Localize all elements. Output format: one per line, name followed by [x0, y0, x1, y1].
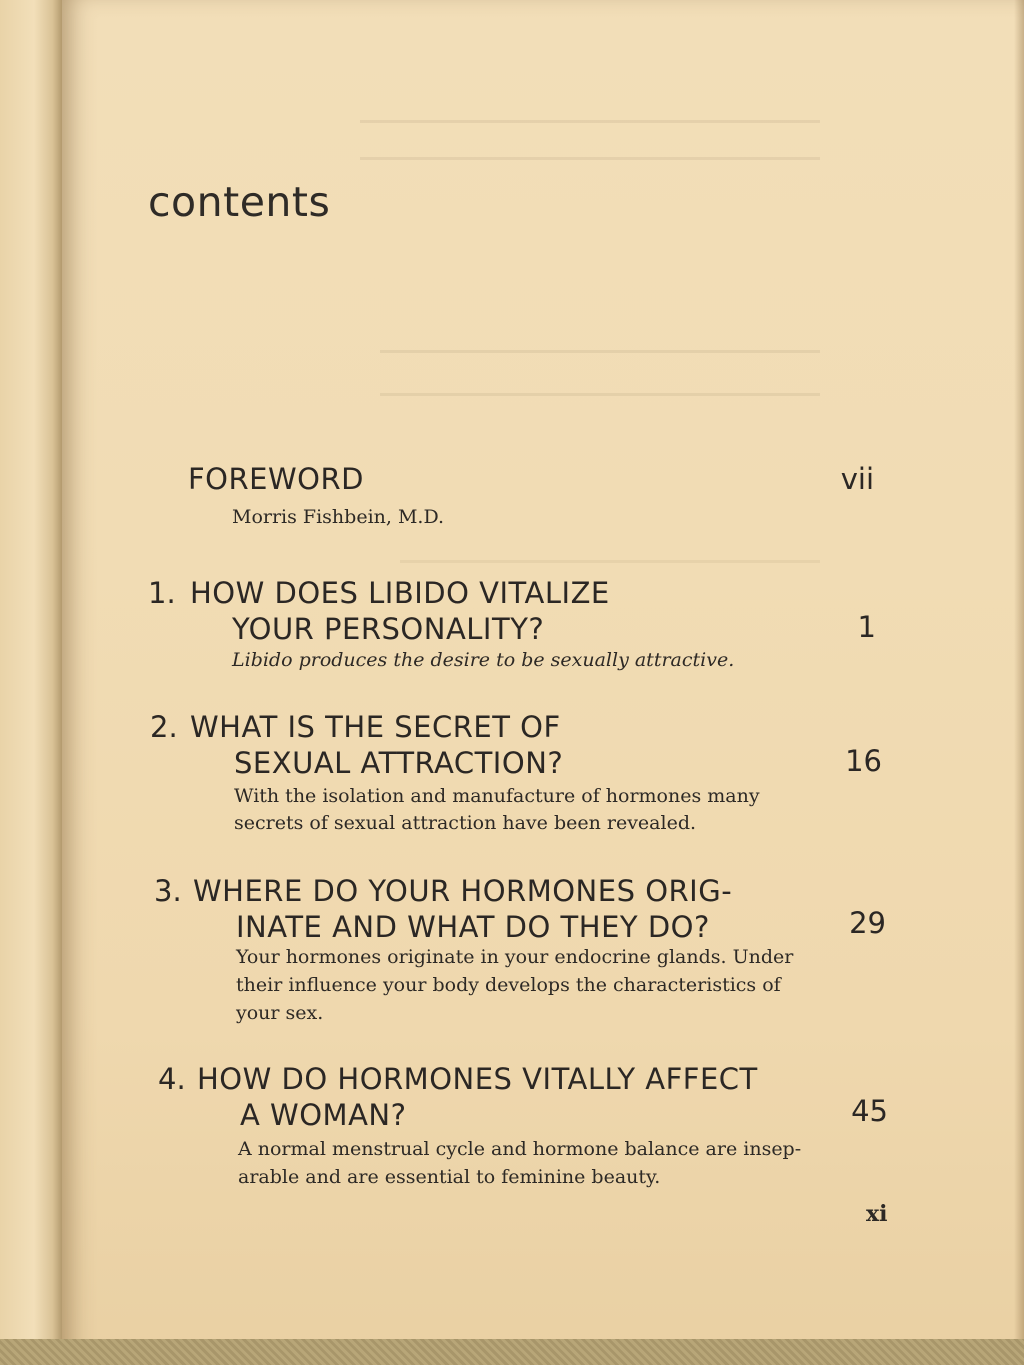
- book-spine: [0, 0, 62, 1365]
- chapter-page-number: 1: [857, 610, 876, 644]
- cloth-cover-edge: [0, 1339, 1024, 1365]
- chapter-title-line: INATE AND WHAT DO THEY DO?: [236, 910, 710, 944]
- page-folio-number: xi: [866, 1201, 888, 1227]
- foreword-title: FOREWORD: [188, 462, 364, 496]
- chapter-summary-line: their influence your body develops the characteristics of: [236, 974, 781, 996]
- chapter-summary-line: Your hormones originate in your endocrine glands. Under: [236, 946, 794, 968]
- chapter-number: 1.: [148, 576, 176, 610]
- chapter-number: 2.: [150, 710, 178, 744]
- chapter-page-number: 29: [849, 906, 886, 940]
- chapter-summary-line: With the isolation and manufacture of hormones many: [234, 785, 760, 807]
- chapter-number: 3.: [154, 874, 182, 908]
- chapter-title-line: WHAT IS THE SECRET OF: [190, 710, 561, 744]
- page-edge-shadow: [1014, 0, 1024, 1365]
- chapter-title-line: SEXUAL ATTRACTION?: [234, 746, 564, 780]
- chapter-title-line: WHERE DO YOUR HORMONES ORIG-: [193, 874, 733, 908]
- foreword-author: Morris Fishbein, M.D.: [232, 506, 445, 528]
- contents-heading: contents: [148, 178, 331, 226]
- chapter-number: 4.: [158, 1062, 186, 1096]
- chapter-summary-line: A normal menstrual cycle and hormone balance are insep-: [238, 1138, 802, 1160]
- chapter-summary-line: your sex.: [236, 1002, 324, 1024]
- chapter-summary-line: secrets of sexual attraction have been revealed.: [234, 812, 697, 834]
- foreword-page-number: vii: [840, 462, 874, 496]
- chapter-title-line: A WOMAN?: [240, 1098, 407, 1132]
- chapter-page-number: 45: [851, 1094, 888, 1128]
- chapter-page-number: 16: [845, 744, 882, 778]
- chapter-summary-line: arable and are essential to feminine beauty.: [238, 1166, 661, 1188]
- chapter-title-line: HOW DO HORMONES VITALLY AFFECT: [197, 1062, 758, 1096]
- chapter-summary-line: Libido produces the desire to be sexually attractive.: [232, 649, 735, 671]
- chapter-title-line: HOW DOES LIBIDO VITALIZE: [190, 576, 610, 610]
- chapter-title-line: YOUR PERSONALITY?: [232, 612, 545, 646]
